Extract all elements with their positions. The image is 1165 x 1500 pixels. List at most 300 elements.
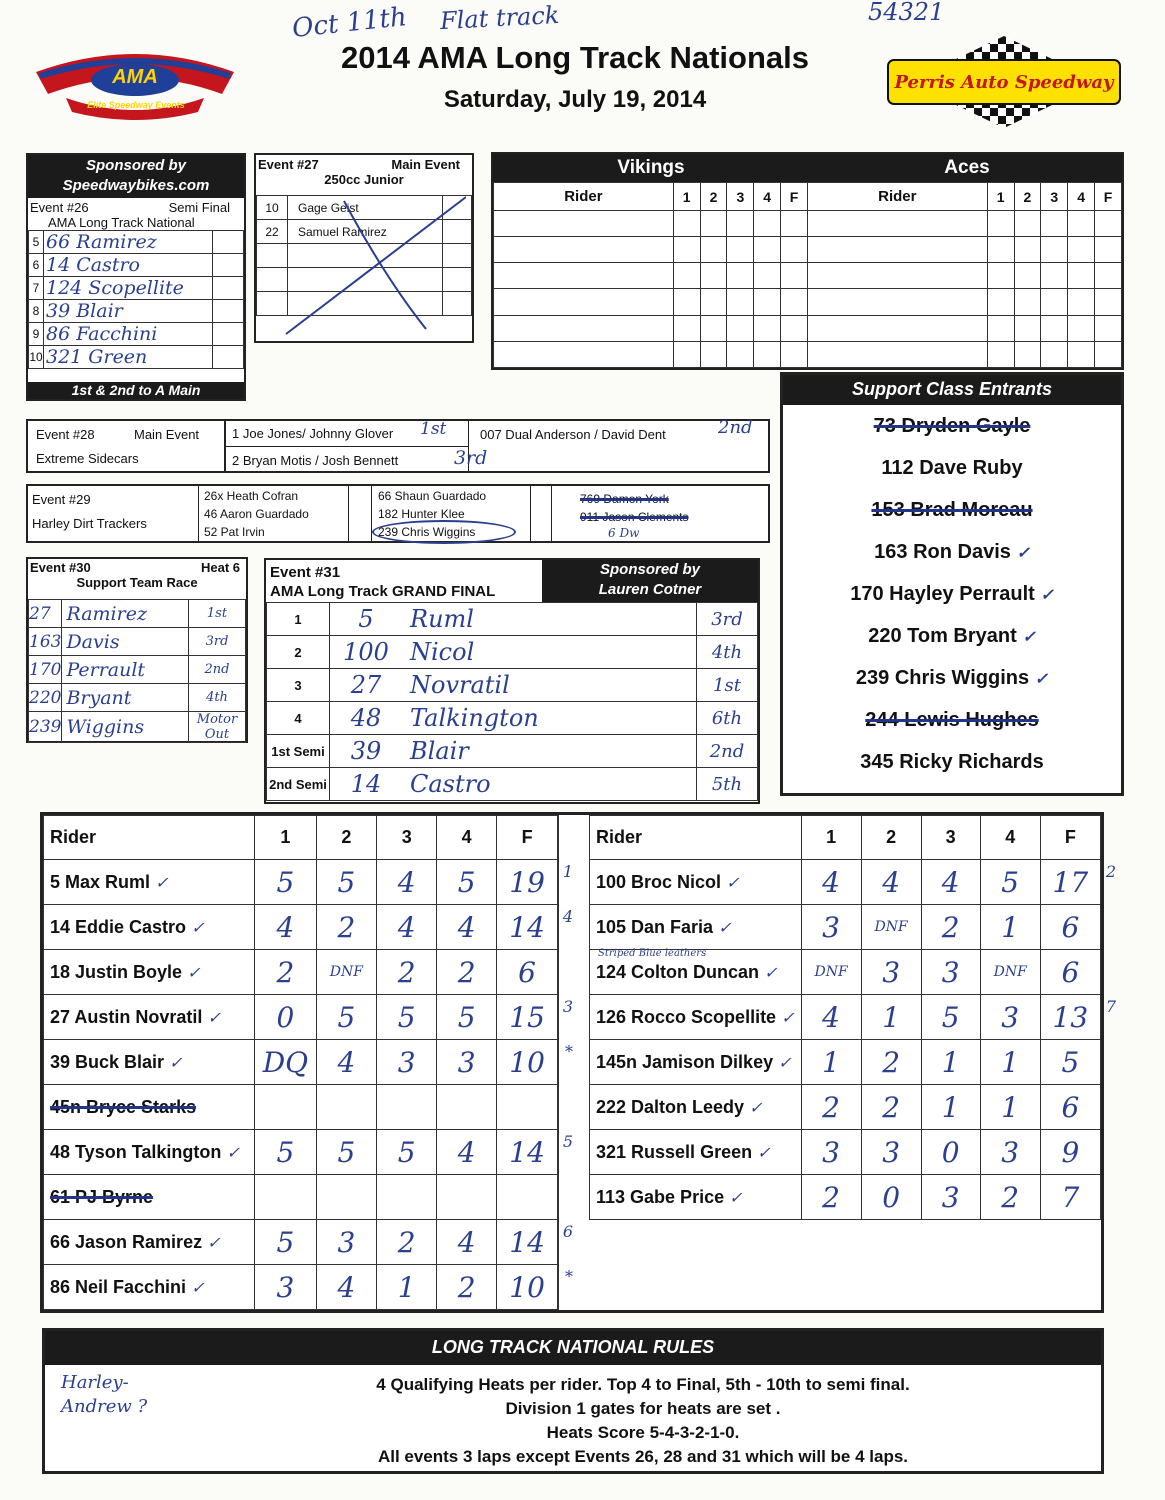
team-race-cell xyxy=(1068,289,1095,315)
team-race-cell xyxy=(807,289,987,315)
scores-right-header: F xyxy=(1040,816,1100,860)
support-entrant-name: 153 Brad Moreau xyxy=(871,499,1033,521)
scores-heat-cell: 1 xyxy=(377,1265,437,1310)
scores-rider-name xyxy=(44,1220,255,1265)
scores-rider-checkmark: ✓ xyxy=(744,1097,763,1117)
scores-final-cell xyxy=(497,950,558,995)
team-race-cell xyxy=(1095,341,1122,367)
scores-heat-cell: 5 xyxy=(980,860,1040,905)
scores-heat-cell: 2 xyxy=(377,950,437,995)
scores-rider-checkmark: ✓ xyxy=(221,1142,240,1162)
scores-rider-label: 45n Bryce Starks xyxy=(50,1096,197,1117)
scores-heat-cell: DNF xyxy=(980,950,1040,995)
support-entrant xyxy=(783,699,1121,741)
event27-name: 250cc Junior xyxy=(324,172,404,187)
event26-row xyxy=(29,254,244,277)
scores-heat-cell: 0 xyxy=(861,1175,921,1220)
scores-heat-cell: 1 xyxy=(801,1040,861,1085)
scores-heat-cell: 4 xyxy=(861,860,921,905)
scores-final-cell xyxy=(497,1220,573,1265)
scores-final-cell xyxy=(497,1265,573,1310)
scores-header-row xyxy=(590,816,1101,860)
scores-final-value: 10 xyxy=(509,1270,545,1304)
team-race-cell xyxy=(1014,315,1041,341)
team-race-cell xyxy=(727,341,754,367)
scores-heat-cell: DQ xyxy=(255,1040,316,1085)
team-race-col-header: 3 xyxy=(1041,183,1068,211)
scores-heat-cell: 3 xyxy=(921,1175,980,1220)
event31-row-number: 14 xyxy=(330,768,403,801)
scores-rider-checkmark: ✓ xyxy=(724,1187,743,1207)
scores-rider-name xyxy=(590,995,802,1040)
scores-rider-name xyxy=(44,860,255,905)
scores-rider-name xyxy=(590,1040,802,1085)
team-race-cell xyxy=(1014,263,1041,289)
scores-heat-cell xyxy=(437,1085,497,1130)
scores-rider-name xyxy=(44,950,255,995)
scores-left-header: F xyxy=(497,816,558,860)
scores-right-header: 3 xyxy=(921,816,980,860)
scores-final-value: 5 xyxy=(1061,1045,1080,1079)
scores-rider-name xyxy=(590,905,802,950)
scores-left-header: 1 xyxy=(255,816,316,860)
scores-left-row xyxy=(44,1265,558,1310)
scores-final-value: 14 xyxy=(509,1135,545,1169)
scores-left-row xyxy=(44,950,558,995)
scores-final-note: * xyxy=(565,1042,573,1061)
event27-type: Main Event xyxy=(391,157,460,172)
event31-row-number: 39 xyxy=(330,735,403,768)
team-race-cell xyxy=(807,341,987,367)
scores-rider-checkmark: ✓ xyxy=(186,1277,205,1297)
scores-heat-cell: 2 xyxy=(255,950,316,995)
event27-number: Event #27 xyxy=(258,157,319,172)
event26-panel xyxy=(26,153,246,401)
event26-row-entry: 321 Green xyxy=(44,346,213,369)
team-race-cell xyxy=(1014,211,1041,237)
event28-pair1: 1 Joe Jones/ Johnny Glover xyxy=(232,426,394,441)
scores-heat-cell: 2 xyxy=(861,1085,921,1130)
event31-row xyxy=(267,702,758,735)
scores-heat-cell: 2 xyxy=(801,1085,861,1130)
team-race-cell xyxy=(673,341,700,367)
rules-line: Division 1 gates for heats are set . xyxy=(505,1399,781,1418)
team-race-row xyxy=(494,263,1122,289)
scores-right-table xyxy=(589,815,1116,1220)
scores-final-note: 6 xyxy=(562,1222,573,1241)
event30-row-number: 220 xyxy=(29,684,62,712)
event29-entrant: 26x Heath Cofran xyxy=(204,489,299,503)
scores-heat-cell: 2 xyxy=(861,1040,921,1085)
rules-line: All events 3 laps except Events 26, 28 and 31 which will be 4 laps. xyxy=(377,1447,909,1466)
support-entrant xyxy=(783,657,1121,699)
event30-panel xyxy=(26,557,248,743)
ama-logo-subtext: Elite Speedway Events xyxy=(87,100,185,110)
event31-row-place: 4th xyxy=(697,636,758,669)
team-race-cell xyxy=(700,341,727,367)
event30-row-name: Perrault xyxy=(62,656,189,684)
team-race-cell xyxy=(987,237,1014,263)
scores-heat-cell: 3 xyxy=(980,995,1040,1040)
perris-logo xyxy=(886,36,1122,128)
event31-row xyxy=(267,768,758,801)
support-entrant-checkmark: ✓ xyxy=(1010,543,1030,562)
scores-heat-cell xyxy=(377,1175,437,1220)
scores-right-header: 4 xyxy=(980,816,1040,860)
event26-row-blank xyxy=(213,300,244,323)
event26-row xyxy=(29,231,244,254)
event30-row xyxy=(29,656,246,684)
event30-row-name: Davis xyxy=(62,628,189,656)
team-race-cell xyxy=(1095,263,1122,289)
scores-left-table xyxy=(43,815,573,1310)
event29-column-3 xyxy=(580,490,689,526)
team-race-col-header: F xyxy=(781,183,808,211)
scores-final-note: 5 xyxy=(562,1132,573,1151)
rules-line: Heats Score 5-4-3-2-1-0. xyxy=(546,1423,740,1442)
scores-final-value: 10 xyxy=(509,1045,545,1079)
team-race-cell xyxy=(781,263,808,289)
support-entrant-name: 170 Hayley Perrault xyxy=(850,583,1035,605)
event30-row-place: 3rd xyxy=(189,628,246,656)
support-entrant xyxy=(783,741,1121,783)
event31-row-name: Blair xyxy=(402,735,697,768)
scores-rider-name xyxy=(44,1130,255,1175)
team-race-cell xyxy=(1014,341,1041,367)
event26-row-position: 5 xyxy=(29,231,44,254)
scores-heat-cell: 4 xyxy=(377,860,437,905)
event26-row-entry: 124 Scopellite xyxy=(44,277,213,300)
scores-rider-label: 5 Max Ruml xyxy=(50,871,151,892)
scores-final-note: 4 xyxy=(562,907,573,926)
event29-entrant: 911 Jason Clements xyxy=(580,510,689,524)
scores-heat-cell xyxy=(255,1175,316,1220)
team-race-cell xyxy=(987,289,1014,315)
scores-final-cell xyxy=(1040,1040,1100,1085)
scores-right-row xyxy=(590,1130,1101,1175)
event26-row xyxy=(29,277,244,300)
scores-rider-name xyxy=(590,860,802,905)
event29-entrant: 46 Aaron Guardado xyxy=(204,507,309,521)
event29-entrant: 182 Hunter Klee xyxy=(378,507,465,521)
event31-row xyxy=(267,669,758,702)
event31-row-number: 48 xyxy=(330,702,403,735)
team-race-table xyxy=(493,182,1122,368)
scores-left-row xyxy=(44,1130,558,1175)
scores-heat-cell: 1 xyxy=(980,1085,1040,1130)
scores-heat-cell: 0 xyxy=(255,995,316,1040)
team-race-cell xyxy=(494,315,674,341)
event28-pair3: 2 Bryan Motis / Josh Bennett xyxy=(232,453,399,468)
scores-right-header: 2 xyxy=(861,816,921,860)
aces-label: Aces xyxy=(944,157,990,178)
event31-sponsor-line2: Lauren Cotner xyxy=(598,581,702,598)
scores-heat-cell xyxy=(255,1085,316,1130)
perris-logo-text: Perris Auto Speedway xyxy=(894,72,1114,93)
scores-final-value: 9 xyxy=(1061,1135,1080,1169)
event29-entrant: 239 Chris Wiggins xyxy=(378,525,476,539)
team-race-cell xyxy=(781,315,808,341)
event31-row-place: 3rd xyxy=(697,603,758,636)
team-race-cell xyxy=(1041,263,1068,289)
event30-row xyxy=(29,628,246,656)
event31-sponsor-bar xyxy=(542,560,758,602)
scores-right-row xyxy=(590,860,1101,905)
scores-left-header: 2 xyxy=(316,816,377,860)
scores-heat-cell: 3 xyxy=(921,950,980,995)
scores-rider-name xyxy=(44,1175,255,1220)
scores-heat-cell: 1 xyxy=(980,905,1040,950)
team-race-col-header: 1 xyxy=(987,183,1014,211)
rules-handwritten-note: Harley- Andrew ? xyxy=(61,1372,148,1417)
event31-row-label: 3 xyxy=(267,669,330,702)
scores-heat-cell: 5 xyxy=(377,1130,437,1175)
event31-number: Event #31 xyxy=(270,564,341,581)
event26-row-entry: 39 Blair xyxy=(44,300,213,323)
event31-row xyxy=(267,735,758,768)
ama-logo xyxy=(26,42,244,120)
scores-heat-cell: 2 xyxy=(316,905,377,950)
scores-heat-cell: 3 xyxy=(801,1130,861,1175)
scores-rider-label: 27 Austin Novratil xyxy=(50,1006,203,1027)
event26-row xyxy=(29,300,244,323)
team-race-cell xyxy=(727,263,754,289)
team-race-cell xyxy=(754,289,781,315)
scores-heat-cell: 3 xyxy=(861,1130,921,1175)
scores-rider-checkmark: ✓ xyxy=(202,1232,221,1252)
scores-final-cell xyxy=(497,1175,558,1220)
team-race-cell xyxy=(754,341,781,367)
team-race-cell xyxy=(807,211,987,237)
scores-heat-cell: 3 xyxy=(377,1040,437,1085)
event31-row-label: 1st Semi xyxy=(267,735,330,768)
team-race-cell xyxy=(987,263,1014,289)
team-race-cell xyxy=(700,289,727,315)
scores-rider-name xyxy=(44,905,255,950)
scores-rider-checkmark: ✓ xyxy=(182,962,201,982)
scores-rider-label: 105 Dan Faria xyxy=(596,916,714,937)
scores-rider-label: 66 Jason Ramirez xyxy=(50,1231,203,1252)
scores-heat-cell xyxy=(316,1175,377,1220)
scores-final-note: 7 xyxy=(1105,997,1116,1016)
scores-rider-label: 100 Broc Nicol xyxy=(596,871,722,892)
scores-final-cell xyxy=(1040,860,1116,905)
support-entrant xyxy=(783,531,1121,573)
team-race-cell xyxy=(1068,315,1095,341)
scores-heat-cell: 4 xyxy=(921,860,980,905)
event29-name: Harley Dirt Trackers xyxy=(32,516,147,531)
team-race-col-header: F xyxy=(1095,183,1122,211)
scores-final-value: 6 xyxy=(1061,955,1080,989)
scores-heat-cell xyxy=(437,1175,497,1220)
team-race-cell xyxy=(781,289,808,315)
support-entrant-name: 244 Lewis Hughes xyxy=(865,709,1039,731)
event27-row-number: 22 xyxy=(257,220,288,244)
scores-heat-cell: 4 xyxy=(801,995,861,1040)
rules-lines xyxy=(205,1373,1081,1469)
team-race-cell xyxy=(673,211,700,237)
scores-heat-cell: 5 xyxy=(437,860,497,905)
scores-rider-checkmark: ✓ xyxy=(776,1007,795,1027)
scores-heat-cell: 5 xyxy=(316,1130,377,1175)
team-race-cell xyxy=(781,341,808,367)
scores-left-row xyxy=(44,1085,558,1130)
scores-heat-cell: 4 xyxy=(316,1265,377,1310)
scores-left-row xyxy=(44,1220,558,1265)
scores-heat-cell: 5 xyxy=(316,995,377,1040)
scores-heat-cell: 1 xyxy=(921,1085,980,1130)
event30-row xyxy=(29,600,246,628)
event28-number: Event #28 xyxy=(36,427,95,442)
scores-rider-label: 18 Justin Boyle xyxy=(50,961,183,982)
event31-row-place: 6th xyxy=(697,702,758,735)
team-race-cell xyxy=(1041,315,1068,341)
team-race-cell xyxy=(727,315,754,341)
event29-panel xyxy=(26,484,770,543)
scores-rider-label: 126 Rocco Scopellite xyxy=(596,1006,777,1027)
event31-row xyxy=(267,603,758,636)
team-race-cell xyxy=(1095,237,1122,263)
event31-row-name: Ruml xyxy=(402,603,697,636)
handwritten-date-note: Oct 11th xyxy=(290,2,409,44)
team-race-col-header: 4 xyxy=(754,183,781,211)
event30-number: Event #30 xyxy=(30,560,91,575)
support-entrants-list xyxy=(783,405,1121,783)
event31-row-name: Talkington xyxy=(402,702,697,735)
scores-final-cell xyxy=(497,1085,558,1130)
scores-heat-cell: 1 xyxy=(980,1040,1040,1085)
team-race-cell xyxy=(754,237,781,263)
event26-row-position: 10 xyxy=(29,346,44,369)
scores-rider-name xyxy=(590,950,802,995)
scores-rider-name xyxy=(44,1085,255,1130)
team-race-cell xyxy=(1068,211,1095,237)
event27-panel xyxy=(254,153,474,343)
scores-final-note: 3 xyxy=(562,997,573,1016)
scores-final-note: 2 xyxy=(1105,862,1116,881)
event26-sponsor-bar xyxy=(28,155,244,198)
scores-final-value: 15 xyxy=(509,1000,545,1034)
team-race-cell xyxy=(754,263,781,289)
support-entrant xyxy=(783,573,1121,615)
team-race-cell xyxy=(1014,289,1041,315)
scores-final-cell xyxy=(1040,1085,1100,1130)
event29-column-1 xyxy=(204,487,309,541)
event26-name: AMA Long Track National xyxy=(48,215,195,230)
team-race-col-header: 1 xyxy=(673,183,700,211)
event31-row-place: 2nd xyxy=(697,735,758,768)
page-subtitle: Saturday, July 19, 2014 xyxy=(443,86,707,113)
scores-rider-label: 113 Gabe Price xyxy=(596,1186,725,1207)
scores-final-cell xyxy=(497,860,573,905)
team-race-row xyxy=(494,237,1122,263)
support-entrant xyxy=(783,489,1121,531)
scores-rider-label: 61 PJ Byrne xyxy=(50,1186,154,1207)
scores-rider-note: Striped Blue leathers xyxy=(598,948,707,959)
team-race-cell xyxy=(1041,211,1068,237)
scores-rider-checkmark: ✓ xyxy=(713,917,732,937)
scores-heat-cell: 3 xyxy=(861,950,921,995)
event26-row-position: 7 xyxy=(29,277,44,300)
scores-rider-checkmark: ✓ xyxy=(752,1142,771,1162)
scores-heat-cell: 5 xyxy=(255,1130,316,1175)
scores-rider-checkmark: ✓ xyxy=(164,1052,183,1072)
event31-sponsor-line1: Sponsored by xyxy=(599,561,700,578)
event29-circle-mark xyxy=(372,520,516,544)
team-race-cell xyxy=(1068,341,1095,367)
scores-heat-cell: 5 xyxy=(437,995,497,1040)
support-entrant-name: 163 Ron Davis xyxy=(874,541,1011,563)
scores-left-header: 3 xyxy=(377,816,437,860)
event26-row-blank xyxy=(213,277,244,300)
scores-heat-cell: 3 xyxy=(255,1265,316,1310)
scores-left-row xyxy=(44,1040,558,1085)
event31-row-label: 2 xyxy=(267,636,330,669)
scores-heat-cell: 0 xyxy=(921,1130,980,1175)
team-race-cell xyxy=(781,211,808,237)
scores-rider-name xyxy=(590,1085,802,1130)
event31-table xyxy=(266,602,758,801)
team-race-cell xyxy=(673,289,700,315)
rules-title: LONG TRACK NATIONAL RULES xyxy=(45,1331,1101,1365)
scores-rider-checkmark: ✓ xyxy=(202,1007,221,1027)
scores-heat-cell: 4 xyxy=(437,905,497,950)
scores-rider-name xyxy=(590,1175,802,1220)
scores-final-cell xyxy=(1040,1130,1100,1175)
event26-row-position: 8 xyxy=(29,300,44,323)
scores-left-row xyxy=(44,860,558,905)
team-race-row xyxy=(494,211,1122,237)
scores-rider-checkmark: ✓ xyxy=(186,917,205,937)
event26-row-position: 9 xyxy=(29,323,44,346)
scores-right-row xyxy=(590,905,1101,950)
team-race-cell xyxy=(700,263,727,289)
scores-right-row xyxy=(590,1175,1101,1220)
team-race-cell xyxy=(807,263,987,289)
team-race-cell xyxy=(700,211,727,237)
event31-row-number: 100 xyxy=(330,636,403,669)
event30-row-name: Wiggins xyxy=(62,712,189,743)
team-race-cell xyxy=(1041,341,1068,367)
handwritten-type-note: Flat track xyxy=(439,0,560,36)
team-race-cell xyxy=(754,315,781,341)
scores-final-value: 13 xyxy=(1052,1000,1089,1034)
scores-heat-cell: 5 xyxy=(921,995,980,1040)
team-race-cell xyxy=(700,315,727,341)
scores-heat-cell: 2 xyxy=(980,1175,1040,1220)
team-race-header-row xyxy=(494,183,1122,211)
scores-rider-checkmark: ✓ xyxy=(150,872,169,892)
scores-heat-cell: DNF xyxy=(861,905,921,950)
scores-final-cell xyxy=(1040,905,1100,950)
team-race-cell xyxy=(1068,237,1095,263)
team-race-cell xyxy=(1041,289,1068,315)
scores-rider-label: 145n Jamison Dilkey xyxy=(596,1051,774,1072)
event31-row-place: 5th xyxy=(697,768,758,801)
team-race-cell xyxy=(807,237,987,263)
event31-row-name: Nicol xyxy=(402,636,697,669)
scores-rider-label: 14 Eddie Castro xyxy=(50,916,187,937)
event30-row-place: 4th xyxy=(189,684,246,712)
scores-heat-cell: 4 xyxy=(316,1040,377,1085)
scores-rider-name xyxy=(44,995,255,1040)
scores-rider-name xyxy=(44,1040,255,1085)
support-entrant-checkmark: ✓ xyxy=(1034,585,1054,604)
team-race-cell xyxy=(807,315,987,341)
event30-row-place: Motor Out xyxy=(189,712,246,743)
scores-right-row xyxy=(590,995,1101,1040)
event26-row-entry: 86 Facchini xyxy=(44,323,213,346)
